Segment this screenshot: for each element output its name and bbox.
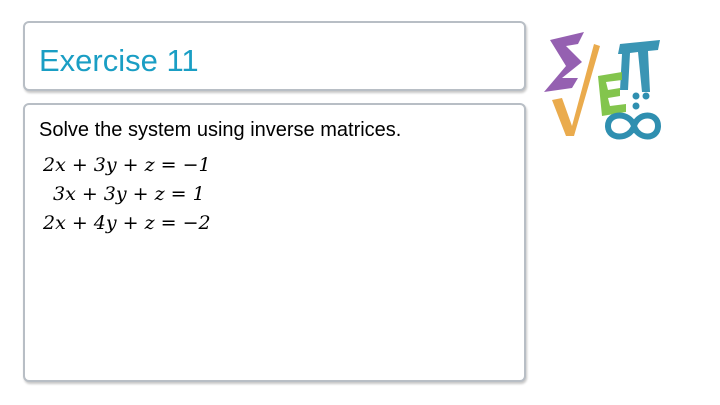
- exercise-prompt: Solve the system using inverse matrices.: [39, 119, 402, 141]
- math-symbols-logo-icon: [538, 22, 668, 152]
- title-box: [23, 21, 526, 91]
- equation-1: 2x + 3y + z = −1: [43, 154, 211, 176]
- equation-system: [43, 151, 211, 238]
- equation-2: 3x + 3y + z = 1: [53, 183, 205, 205]
- content-box: [23, 103, 526, 382]
- equation-3: 2x + 4y + z = −2: [43, 212, 211, 234]
- slide-title: Exercise 11: [39, 43, 199, 78]
